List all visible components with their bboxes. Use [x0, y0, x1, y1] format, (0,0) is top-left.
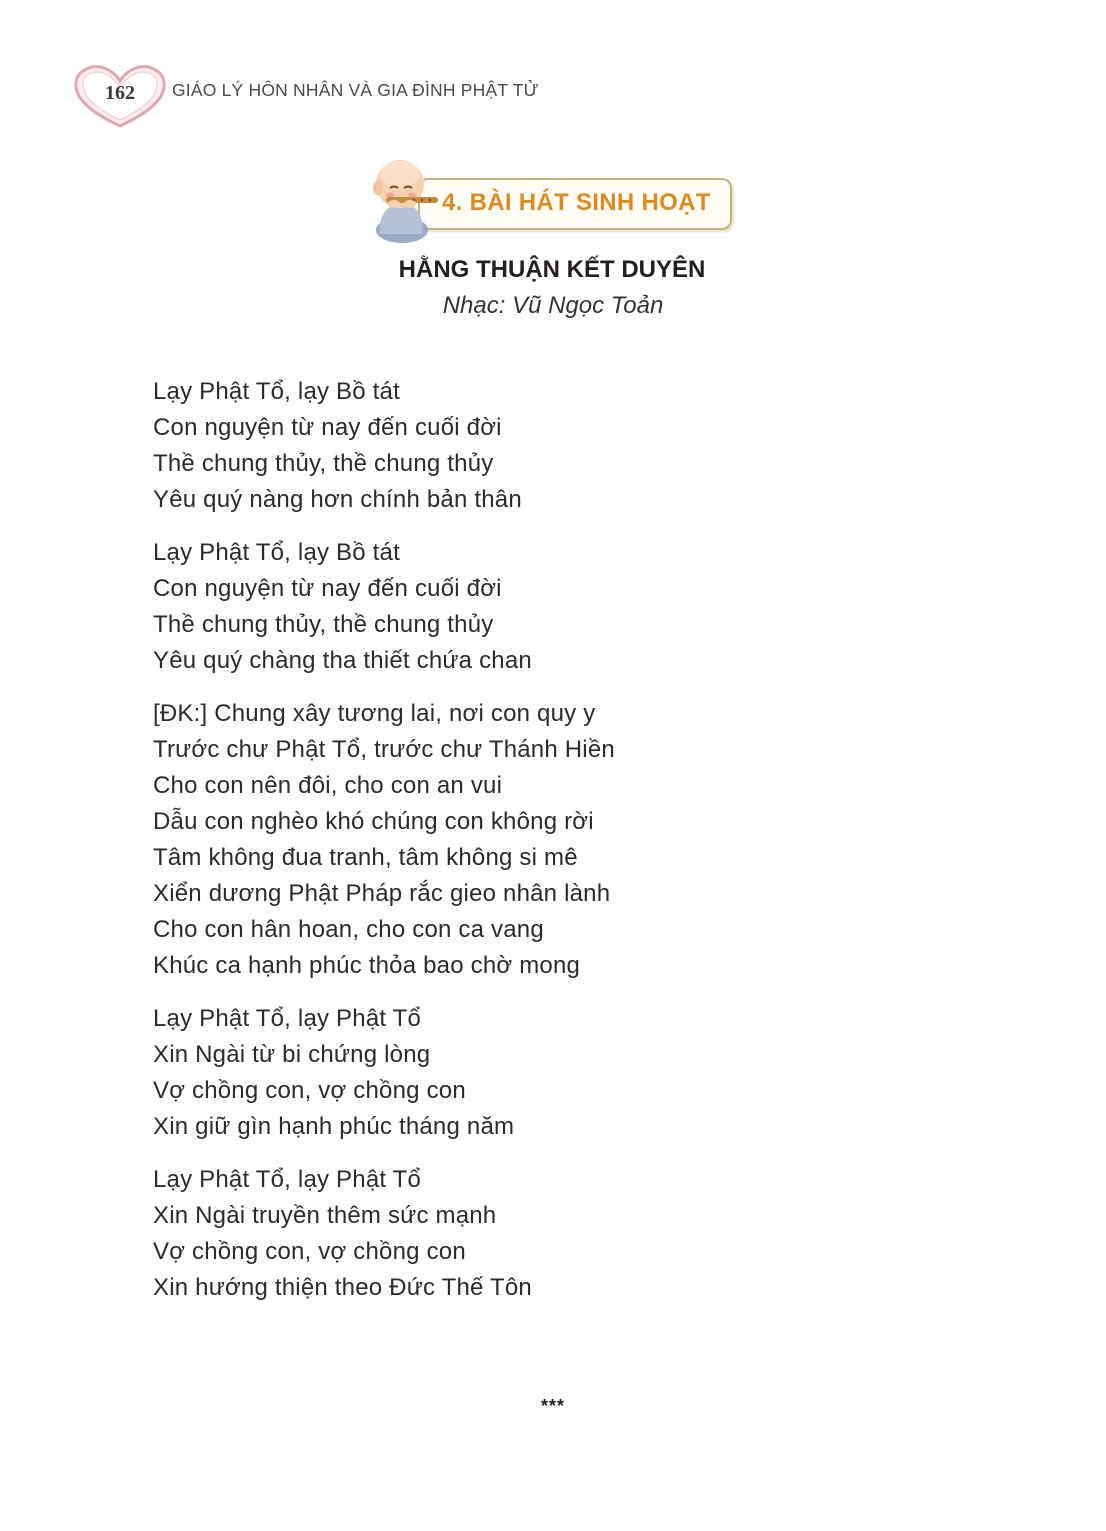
- lyric-line: Lạy Phật Tổ, lạy Phật Tổ: [153, 1166, 422, 1193]
- section-separator: ***: [540, 1396, 565, 1416]
- song-title: [0, 256, 1106, 284]
- lyric-line: Thề chung thủy, thề chung thủy: [153, 611, 494, 638]
- running-title: GIÁO LÝ HÔN NHÂN VÀ GIA ĐÌNH PHẬT TỬ: [172, 80, 539, 100]
- lyric-line: Con nguyện từ nay đến cuối đời: [153, 575, 502, 602]
- lyric-line: Con nguyện từ nay đến cuối đời: [153, 414, 502, 441]
- lyric-line: Cho con nên đôi, cho con an vui: [153, 772, 503, 799]
- lyric-line: Khúc ca hạnh phúc thỏa bao chờ mong: [153, 952, 581, 979]
- section-label-box: [418, 178, 732, 230]
- lyric-line: Tâm không đua tranh, tâm không si mê: [153, 844, 578, 871]
- section-label: 4. BÀI HÁT SINH HOẠT: [442, 189, 711, 216]
- page-number: 162: [105, 82, 135, 104]
- lyric-line: Lạy Phật Tổ, lạy Bồ tát: [153, 378, 400, 405]
- lyric-line: Yêu quý nàng hơn chính bản thân: [153, 486, 522, 513]
- lyric-line: Trước chư Phật Tổ, trước chư Thánh Hiền: [153, 736, 615, 763]
- monk-flute-icon: [364, 150, 444, 246]
- section-banner: [364, 150, 744, 246]
- lyric-line: Xin giữ gìn hạnh phúc tháng năm: [153, 1113, 515, 1140]
- lyric-line: Vợ chồng con, vợ chồng con: [153, 1238, 466, 1265]
- song-title-text: HẰNG THUẬN KẾT DUYÊN: [398, 256, 706, 283]
- lyric-line: Xin Ngài từ bi chứng lòng: [153, 1041, 431, 1068]
- stanza-4: [153, 1001, 953, 1145]
- lyric-line: Dẫu con nghèo khó chúng con không rời: [153, 808, 594, 835]
- stanza-chorus: [153, 696, 953, 984]
- composer-credit: Nhạc: Vũ Ngọc Toản: [442, 292, 664, 319]
- lyric-line: [ĐK:] Chung xây tương lai, nơi con quy y: [153, 700, 596, 727]
- lyric-line: Cho con hân hoan, cho con ca vang: [153, 916, 544, 943]
- page-header: [70, 62, 630, 130]
- lyric-line: Xin hướng thiện theo Đức Thế Tôn: [153, 1274, 532, 1301]
- lyric-line: Vợ chồng con, vợ chồng con: [153, 1077, 466, 1104]
- stanza-2: [153, 535, 953, 679]
- stanza-1: [153, 374, 953, 518]
- lyric-line: Yêu quý chàng tha thiết chứa chan: [153, 647, 532, 674]
- lyric-line: Lạy Phật Tổ, lạy Phật Tổ: [153, 1005, 422, 1032]
- stanza-5: [153, 1162, 953, 1306]
- lyric-line: Xiển dương Phật Pháp rắc gieo nhân lành: [153, 880, 611, 907]
- lyric-line: Lạy Phật Tổ, lạy Bồ tát: [153, 539, 400, 566]
- lyrics: [153, 374, 953, 1323]
- lyric-line: Xin Ngài truyền thêm sức mạnh: [153, 1202, 497, 1229]
- lyric-line: Thề chung thủy, thề chung thủy: [153, 450, 494, 477]
